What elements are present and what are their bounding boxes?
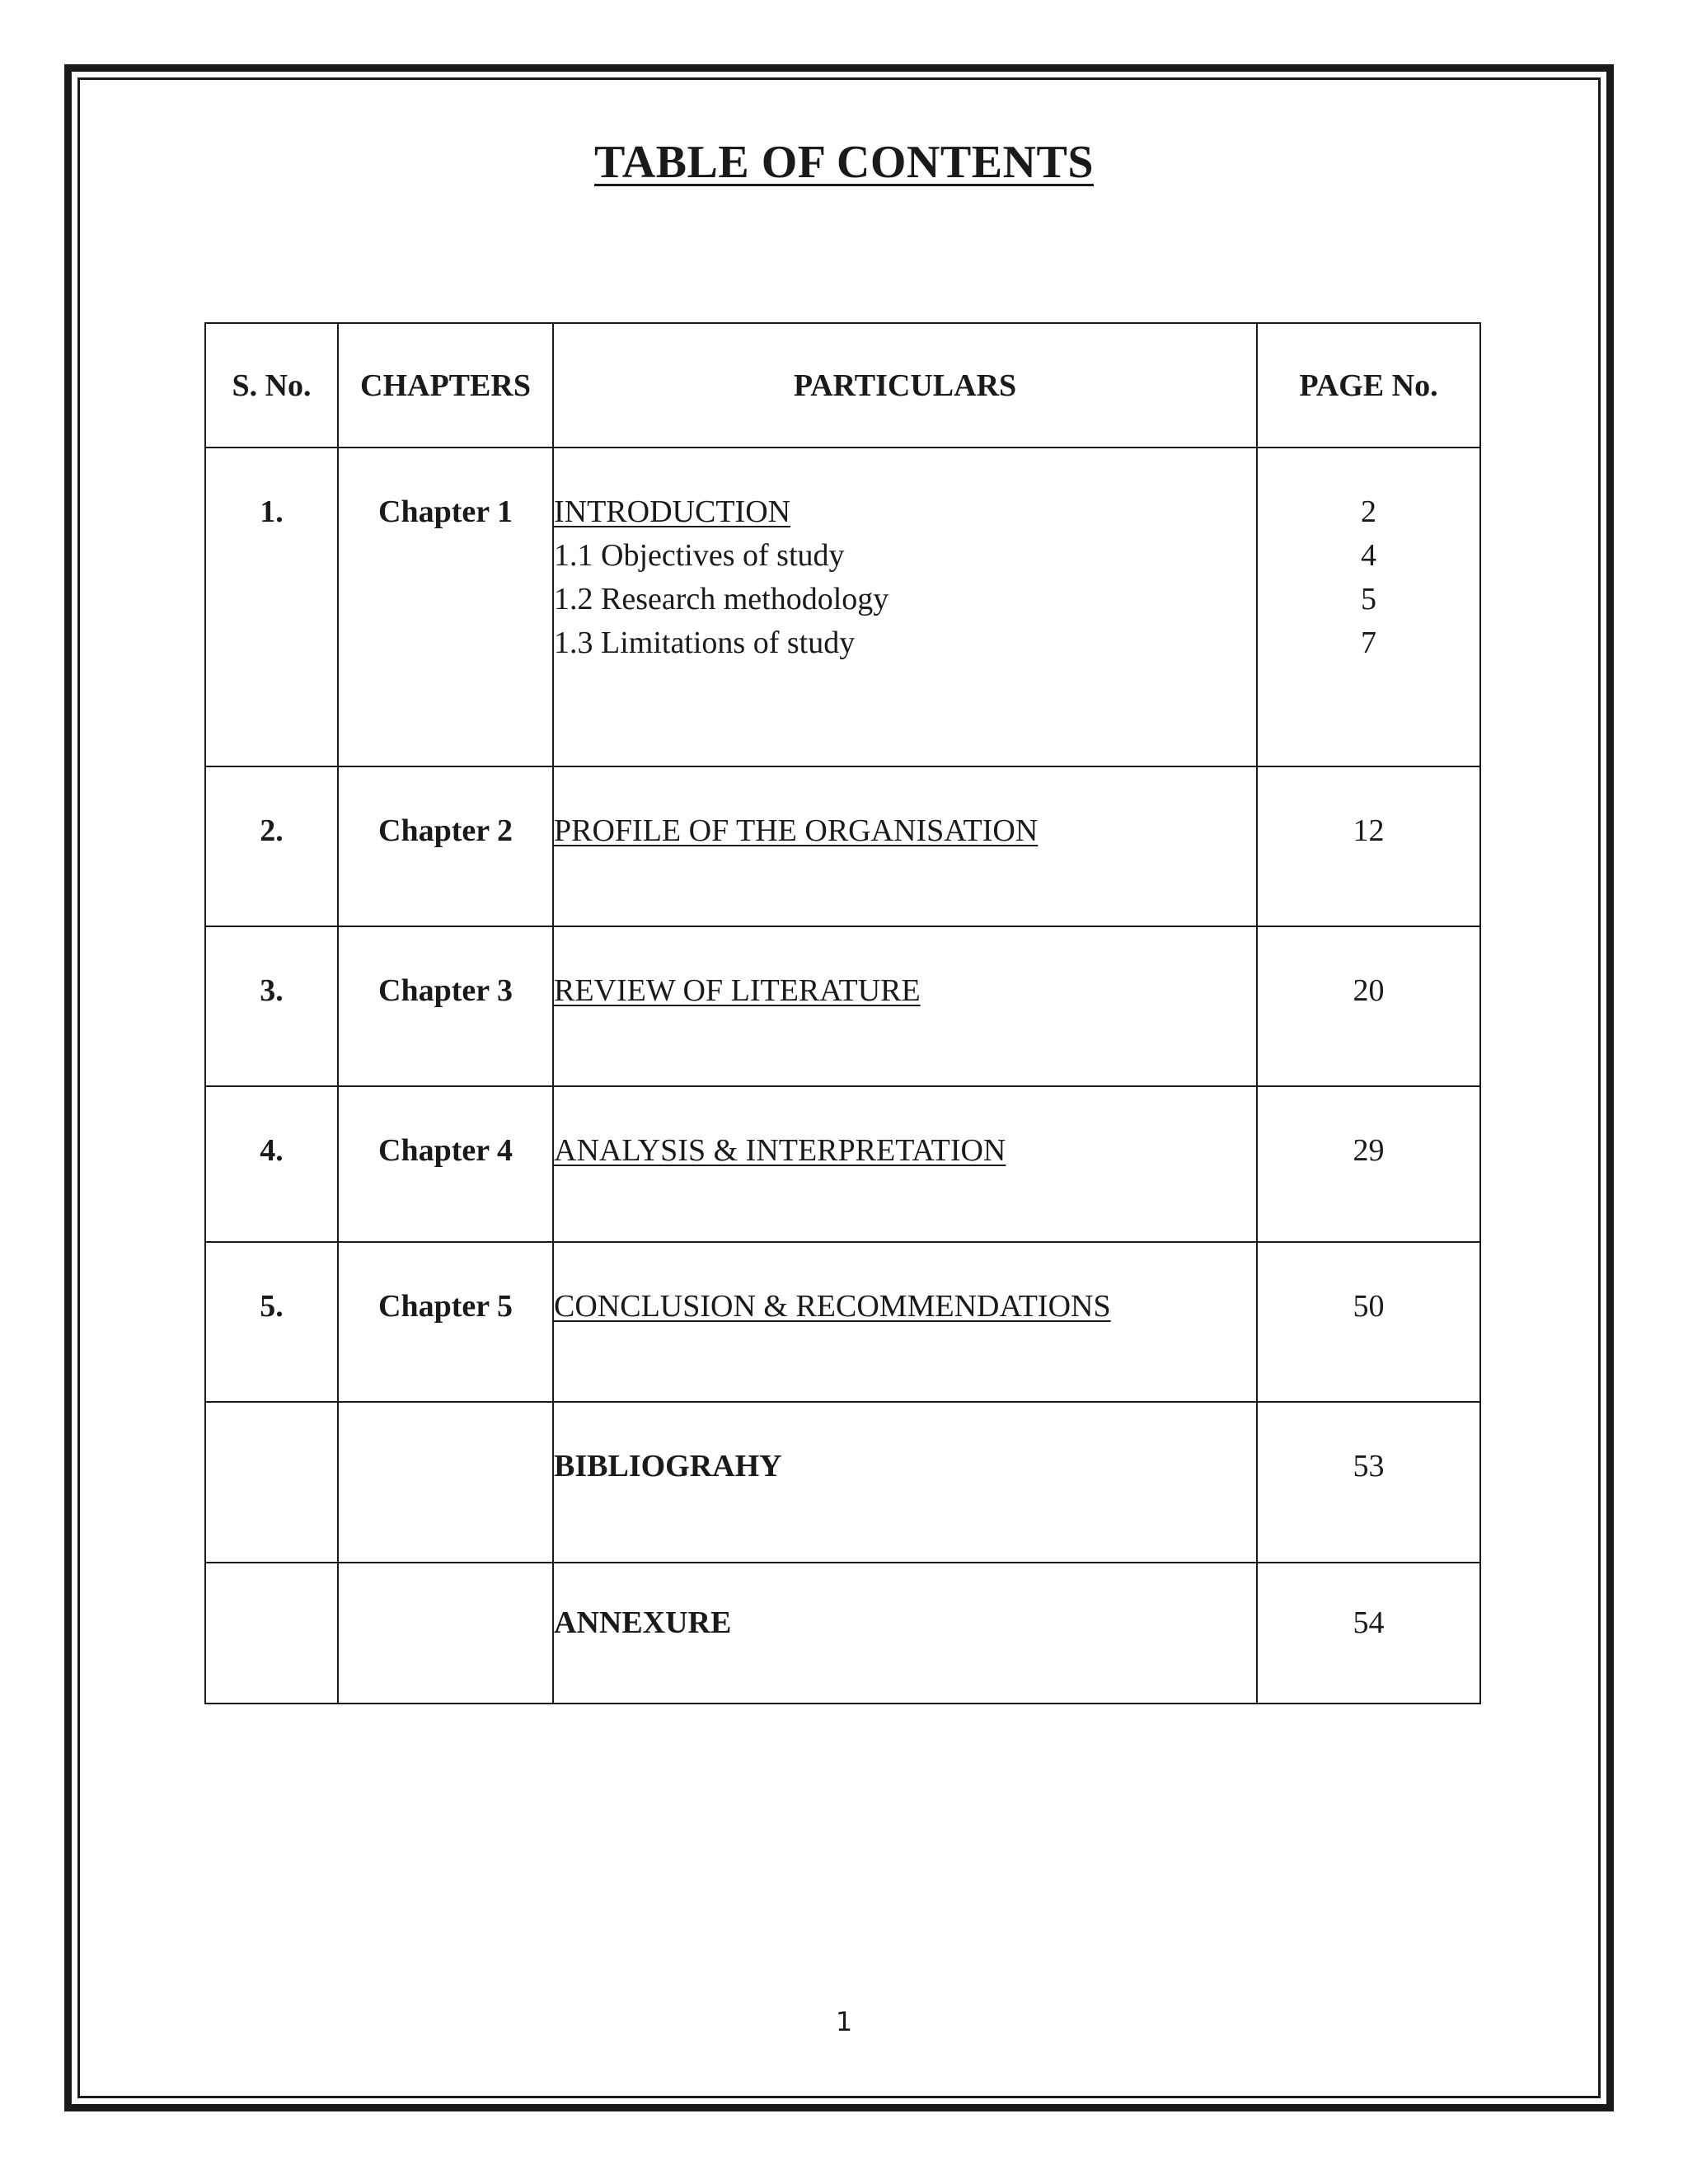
chapter-value: Chapter 2	[378, 813, 513, 848]
page-value: 7	[1361, 626, 1376, 660]
page-value: 12	[1353, 813, 1385, 848]
header-chapters: CHAPTERS	[338, 323, 553, 448]
page-value: 50	[1353, 1289, 1385, 1324]
particulars-cell	[553, 766, 1257, 926]
subtopic: 1.2 Research methodology	[554, 582, 889, 616]
particulars-cell	[553, 1563, 1257, 1704]
chapter-cell	[338, 766, 553, 926]
particulars-cell	[553, 448, 1257, 766]
header-particulars: PARTICULARS	[553, 323, 1257, 448]
sno-value: 4.	[260, 1133, 284, 1168]
page-cell	[1257, 448, 1480, 766]
chapter-cell	[338, 926, 553, 1086]
sno-cell	[205, 1086, 338, 1242]
chapter-cell	[338, 1086, 553, 1242]
page-value: 20	[1353, 973, 1385, 1008]
chapter-cell	[338, 448, 553, 766]
page-value: 4	[1361, 538, 1376, 573]
sno-value	[206, 1563, 337, 1605]
page-cell	[1257, 766, 1480, 926]
sno-cell	[205, 1563, 338, 1704]
chapter-value	[339, 1563, 552, 1605]
topic-link[interactable]: ANALYSIS & INTERPRETATION	[554, 1133, 1006, 1168]
page-title-text: TABLE OF CONTENTS	[594, 137, 1094, 188]
sno-value: 5.	[260, 1289, 284, 1324]
toc-table	[204, 322, 1481, 1704]
table-row	[205, 1563, 1480, 1704]
table-row	[205, 1086, 1480, 1242]
table-row	[205, 1242, 1480, 1402]
subtopic: 1.1 Objectives of study	[554, 538, 845, 573]
chapter-value: Chapter 3	[378, 973, 513, 1008]
bibliography-label: BIBLIOGRAHY	[554, 1449, 782, 1483]
table-row	[205, 1402, 1480, 1563]
topic-link[interactable]: REVIEW OF LITERATURE	[554, 973, 921, 1008]
sno-cell	[205, 1402, 338, 1563]
sno-value: 1.	[260, 494, 284, 529]
page-value: 5	[1361, 582, 1376, 616]
table-header-row	[205, 323, 1480, 448]
sno-value	[206, 1403, 337, 1445]
page-value: 53	[1353, 1449, 1385, 1483]
topic-link[interactable]: INTRODUCTION	[554, 494, 791, 529]
sno-cell	[205, 1242, 338, 1402]
sno-cell	[205, 926, 338, 1086]
page-cell	[1257, 1242, 1480, 1402]
page-cell	[1257, 1402, 1480, 1563]
sno-cell	[205, 448, 338, 766]
particulars-cell	[553, 1402, 1257, 1563]
topic-link[interactable]: CONCLUSION & RECOMMENDATIONS	[554, 1289, 1111, 1324]
page-value: 54	[1353, 1605, 1385, 1640]
sno-value: 2.	[260, 813, 284, 848]
chapter-cell	[338, 1563, 553, 1704]
page-cell	[1257, 926, 1480, 1086]
topic-link[interactable]: PROFILE OF THE ORGANISATION	[554, 813, 1039, 848]
page-number: 1	[835, 2006, 853, 2037]
page-title	[0, 136, 1688, 189]
sno-cell	[205, 766, 338, 926]
chapter-value	[339, 1403, 552, 1445]
page-cell	[1257, 1086, 1480, 1242]
table-row	[205, 926, 1480, 1086]
header-page: PAGE No.	[1257, 323, 1480, 448]
page-value: 29	[1353, 1133, 1385, 1168]
chapter-value: Chapter 4	[378, 1133, 513, 1168]
page-cell	[1257, 1563, 1480, 1704]
chapter-value: Chapter 1	[378, 494, 513, 529]
chapter-cell	[338, 1242, 553, 1402]
table-row	[205, 448, 1480, 766]
header-sno: S. No.	[205, 323, 338, 448]
annexure-label: ANNEXURE	[554, 1605, 732, 1640]
particulars-cell	[553, 1242, 1257, 1402]
subtopic: 1.3 Limitations of study	[554, 626, 856, 660]
particulars-cell	[553, 1086, 1257, 1242]
particulars-cell	[553, 926, 1257, 1086]
table-row	[205, 766, 1480, 926]
sno-value: 3.	[260, 973, 284, 1008]
chapter-cell	[338, 1402, 553, 1563]
chapter-value: Chapter 5	[378, 1289, 513, 1324]
page-value: 2	[1361, 494, 1376, 529]
